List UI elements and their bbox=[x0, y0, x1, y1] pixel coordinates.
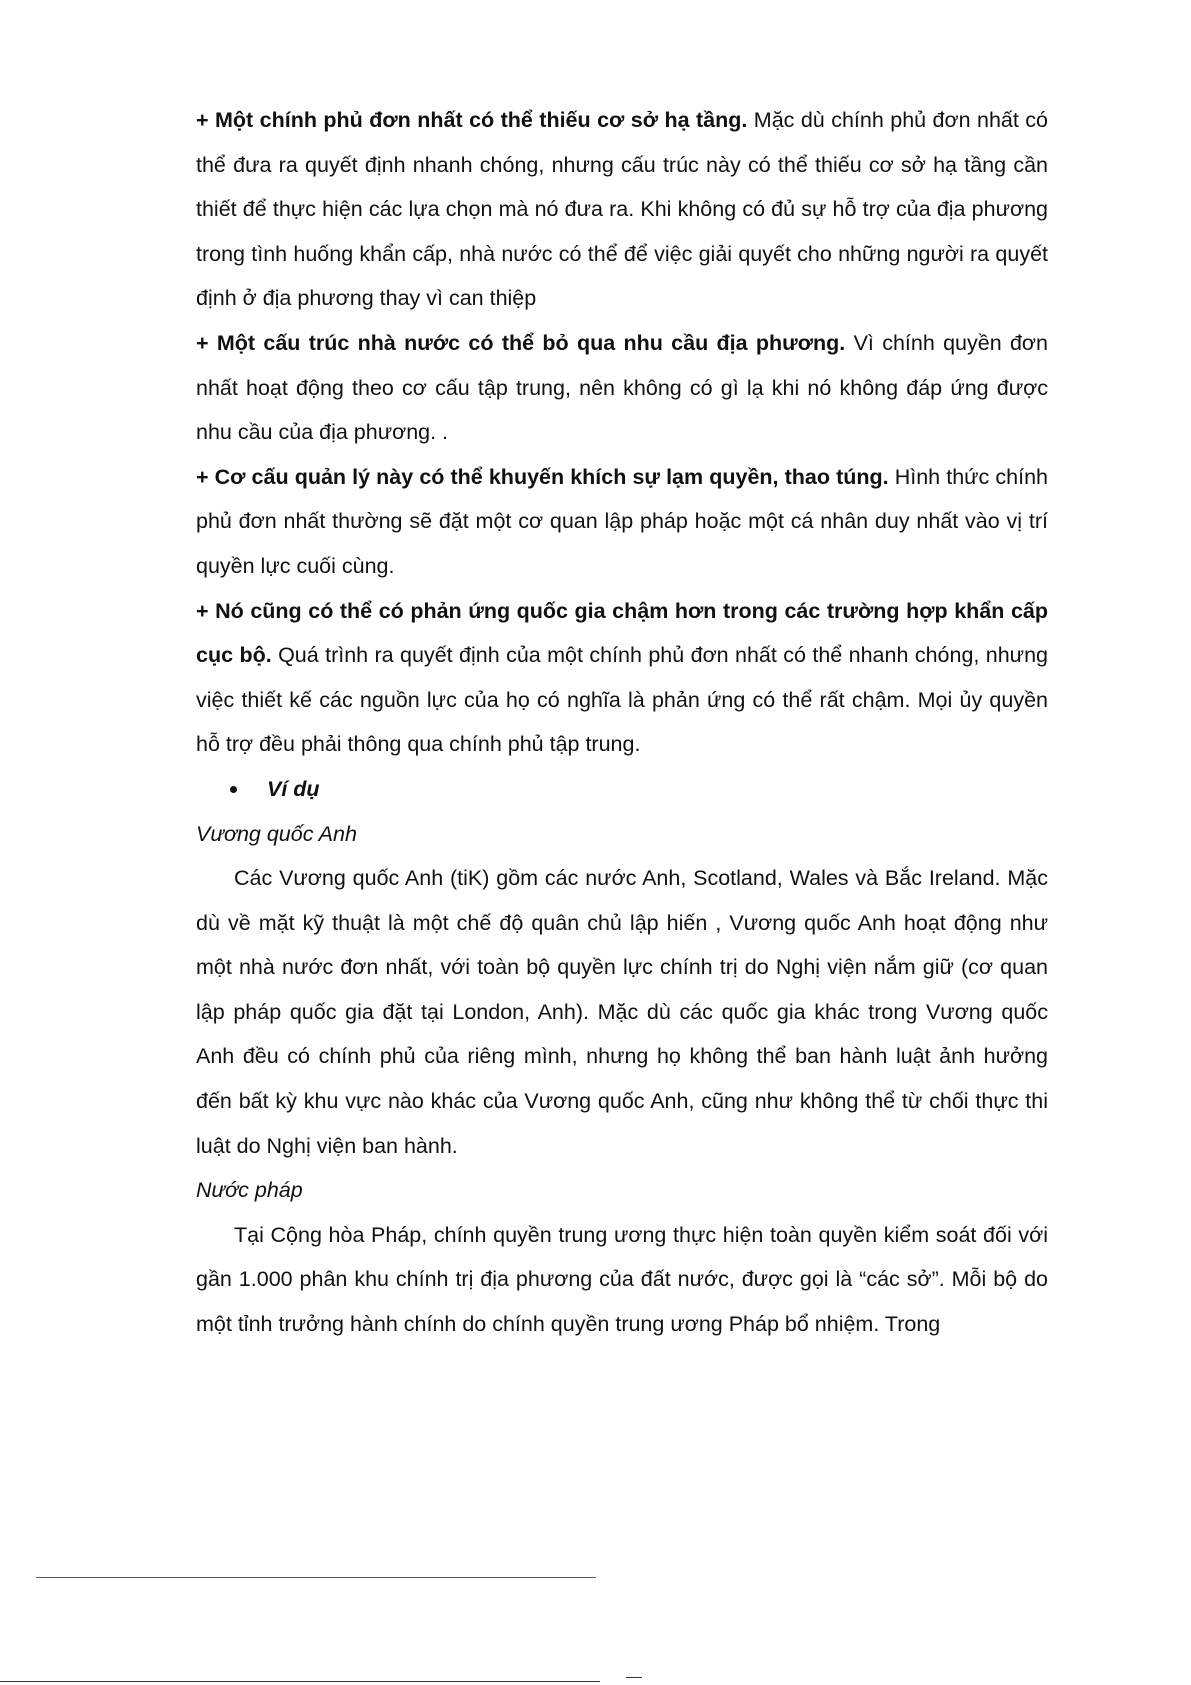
paragraph-heading: + Nó cũng có thể có phản ứng quốc gia chậm hơn trong các trường hợp khẩn cấp cục bộ. bbox=[196, 598, 1048, 668]
paragraph-abuse-of-power bbox=[196, 455, 1048, 589]
bullet-item-examples bbox=[196, 767, 1048, 812]
paragraph-text: Mặc dù chính phủ đơn nhất có thể đưa ra quyết định nhanh chóng, nhưng cấu trúc này có thể thiếu cơ sở hạ tầng cần thiết để thực hiện các lựa chọn mà nó đưa ra. Khi không có đủ sự hỗ trợ của địa phương trong tình huống khẩn cấp, nhà nước có thể để việc giải quyết cho những người ra quyết định ở địa phương thay vì can thiệp bbox=[196, 108, 1048, 311]
footnote-separator bbox=[36, 1577, 596, 1578]
paragraph-infrastructure bbox=[196, 98, 1048, 321]
bullet-icon bbox=[230, 786, 237, 793]
section-heading-uk: Vương quốc Anh bbox=[196, 821, 357, 846]
document-body bbox=[196, 98, 1048, 1347]
section-heading-france: Nước pháp bbox=[196, 1178, 303, 1203]
paragraph-text: Vì chính quyền đơn nhất hoạt động theo cơ cấu tập trung, nên không có gì lạ khi nó không đáp ứng được nhu cầu của địa phương. . bbox=[196, 330, 1048, 445]
page-bottom-mark bbox=[626, 1677, 642, 1678]
paragraph-slow-response bbox=[196, 589, 1048, 767]
paragraph-text: Hình thức chính phủ đơn nhất thường sẽ đặt một cơ quan lập pháp hoặc một cá nhân duy nhất vào vị trí quyền lực cuối cùng. bbox=[196, 464, 1048, 578]
paragraph-heading: + Một cấu trúc nhà nước có thể bỏ qua nhu cầu địa phương. bbox=[196, 330, 846, 355]
paragraph-uk: Các Vương quốc Anh (tiK) gồm các nước Anh, Scotland, Wales và Bắc Ireland. Mặc dù về mặt kỹ thuật là một chế độ quân chủ lập hiến , Vương quốc Anh hoạt động như một nhà nước đơn nhất, với toàn bộ quyền lực chính trị do Nghị viện nắm giữ (cơ quan lập pháp quốc gia đặt tại London, Anh). Mặc dù các quốc gia khác trong Vương quốc Anh đều có chính phủ của riêng mình, nhưng họ không thể ban hành luật ảnh hưởng đến bất kỳ khu vực nào khác của Vương quốc Anh, cũng như không thể từ chối thực thi luật do Nghị viện ban hành. bbox=[196, 866, 1048, 1158]
paragraph-local-needs bbox=[196, 321, 1048, 455]
paragraph-france: Tại Cộng hòa Pháp, chính quyền trung ương thực hiện toàn quyền kiểm soát đối với gần 1.000 phân khu chính trị địa phương của đất nước, được gọi là “các sở”. Mỗi bộ do một tỉnh trưởng hành chính do chính quyền trung ương Pháp bổ nhiệm. Trong bbox=[196, 1222, 1048, 1337]
page-bottom-rule bbox=[0, 1681, 600, 1682]
paragraph-heading: + Một chính phủ đơn nhất có thể thiếu cơ sở hạ tầng. bbox=[196, 108, 748, 132]
paragraph-heading: + Cơ cấu quản lý này có thể khuyến khích sự lạm quyền, thao túng. bbox=[196, 464, 889, 489]
paragraph-text: Quá trình ra quyết định của một chính phủ đơn nhất có thể nhanh chóng, nhưng việc thiết kế các nguồn lực của họ có nghĩa là phản ứng có thể rất chậm. Mọi ủy quyền hỗ trợ đều phải thông qua chính phủ tập trung. bbox=[196, 643, 1048, 757]
bullet-label: Ví dụ bbox=[267, 776, 320, 801]
